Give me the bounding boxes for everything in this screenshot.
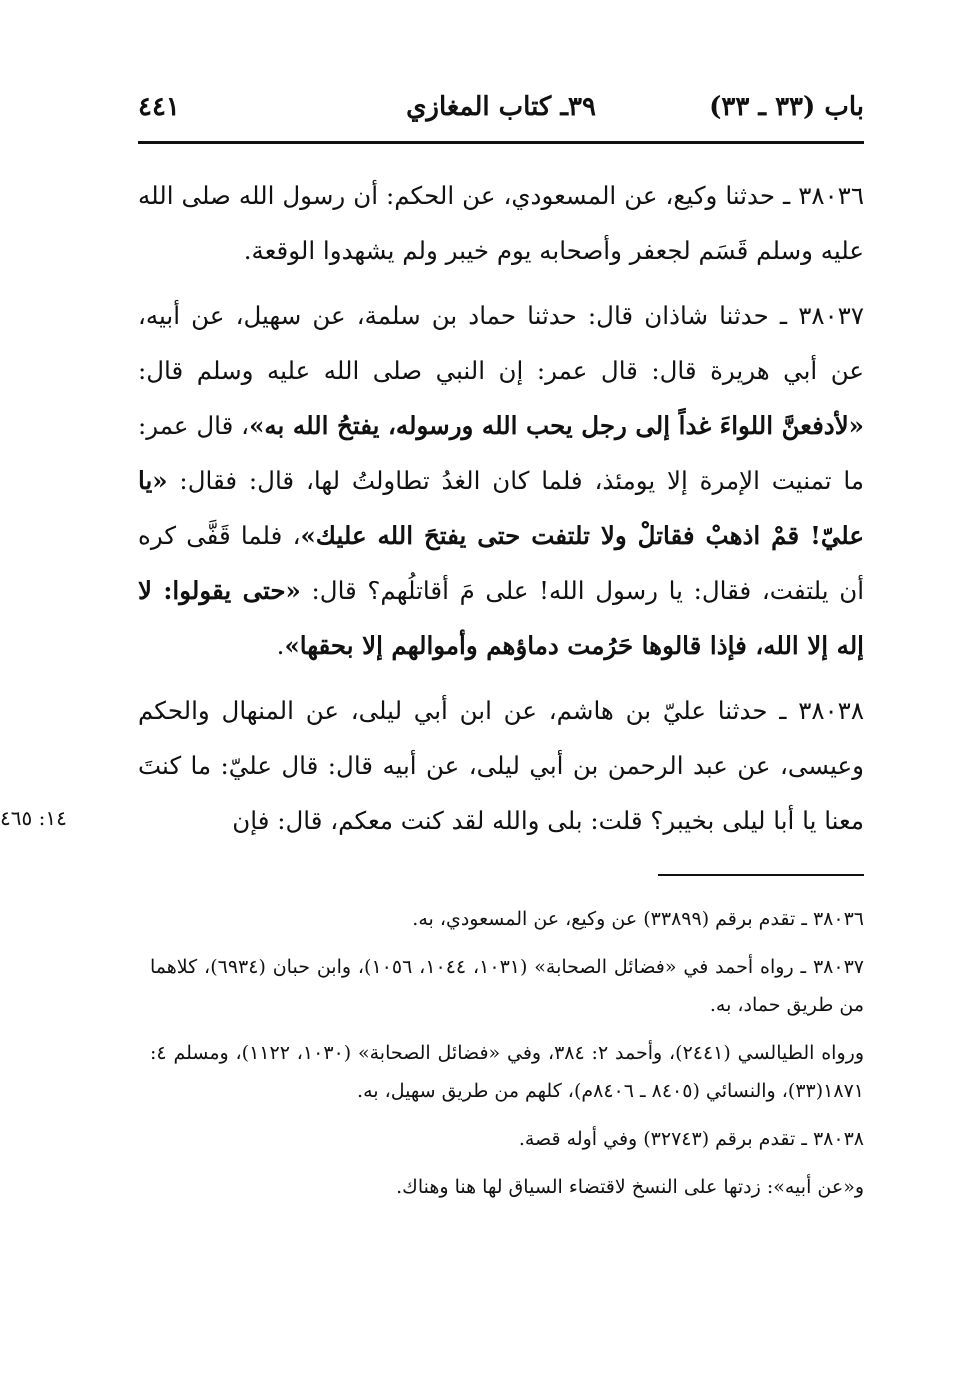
footnotes bbox=[150, 900, 864, 1216]
hadith-quote-bold: «حتى يقولوا: لا إله إلا الله، فإذا قالوها حَرُمت دماؤهم وأموالهم إلا بحقها» bbox=[138, 576, 864, 660]
footnote: ورواه الطيالسي (٢٤٤١)، وأحمد ٢: ٣٨٤، وفي «فضائل الصحابة» (١٠٣٠، ١١٢٢)، ومسلم ٤: ١٨٧١(٣٣)، والنسائي (٨٤٠٥ ـ ٨٤٠٦م)، كلهم من طريق سهيل، به. bbox=[150, 1042, 864, 1102]
hadith-number: ٣٨٠٣٦ bbox=[798, 181, 864, 210]
chapter-title: باب (٣٣ ـ ٣٣) bbox=[709, 92, 864, 122]
footnote: و«عن أبيه»: زدتها على النسخ لاقتضاء السياق لها هنا وهناك. bbox=[396, 1176, 864, 1198]
book-title: ٣٩ـ كتاب المغازي bbox=[406, 92, 596, 122]
footnote: ٣٨٠٣٦ ـ تقدم برقم (٣٣٨٩٩) عن وكيع، عن المسعودي، به. bbox=[412, 908, 864, 930]
page-header bbox=[138, 92, 864, 132]
hadith-38037 bbox=[138, 288, 864, 673]
hadith-text: ـ حدثنا وكيع، عن المسعودي، عن الحكم: أن رسول الله صلى الله عليه وسلم قَسَم لجعفر وأصحابه يوم خيبر ولم يشهدوا الوقعة. bbox=[138, 181, 864, 265]
hadith-text-part: ، قال عمر: ما تمنيت الإمرة إلا يومئذ، فلما كان الغدُ تطاولتُ لها، قال: فقال: bbox=[138, 411, 864, 495]
hadith-text-part: ، فلما قَفَّى كره أن يلتفت، فقال: يا رسول الله! على مَ أقاتلُهم؟ قال: bbox=[138, 521, 864, 605]
hadith-text: ـ حدثنا عليّ بن هاشم، عن ابن أبي ليلى، عن المنهال والحكم وعيسى، عن عبد الرحمن بن أبي ليلى، عن أبيه قال: قال عليّ: ما كنتَ معنا يا أبا ليلى بخيبر؟ قلت: بلى والله لقد كنت معكم، قال: فإن bbox=[138, 696, 864, 835]
header-rule bbox=[138, 141, 864, 144]
hadith-number: ٣٨٠٣٨ bbox=[798, 696, 864, 725]
hadith-number: ٣٨٠٣٧ bbox=[798, 301, 864, 330]
main-text bbox=[138, 168, 864, 858]
hadith-quote-bold: «لأدفعنَّ اللواءَ غداً إلى رجل يحب الله ورسوله، يفتحُ الله به» bbox=[249, 411, 864, 440]
hadith-text-part: . bbox=[276, 631, 285, 660]
hadith-quote-bold: «يا عليّ! قمْ اذهبْ فقاتلْ ولا تلتفت حتى يفتحَ الله عليك» bbox=[138, 466, 864, 550]
hadith-38038 bbox=[138, 683, 864, 848]
footnote: ٣٨٠٣٧ ـ رواه أحمد في «فضائل الصحابة» (١٠٣١، ١٠٤٤، ١٠٥٦)، وابن حبان (٦٩٣٤)، كلاهما من طريق حماد، به. bbox=[150, 956, 864, 1016]
page-number: ٤٤١ bbox=[138, 92, 180, 122]
hadith-38036 bbox=[138, 168, 864, 278]
footnote: ٣٨٠٣٨ ـ تقدم برقم (٣٢٧٤٣) وفي أوله قصة. bbox=[518, 1128, 864, 1150]
footnote-rule bbox=[658, 874, 864, 876]
hadith-text-part: ـ حدثنا شاذان قال: حدثنا حماد بن سلمة، عن سهيل، عن أبيه، عن أبي هريرة قال: قال عمر: إن النبي صلى الله عليه وسلم قال: bbox=[138, 301, 864, 385]
margin-reference: ١٤: ٤٦٥ bbox=[0, 806, 67, 830]
